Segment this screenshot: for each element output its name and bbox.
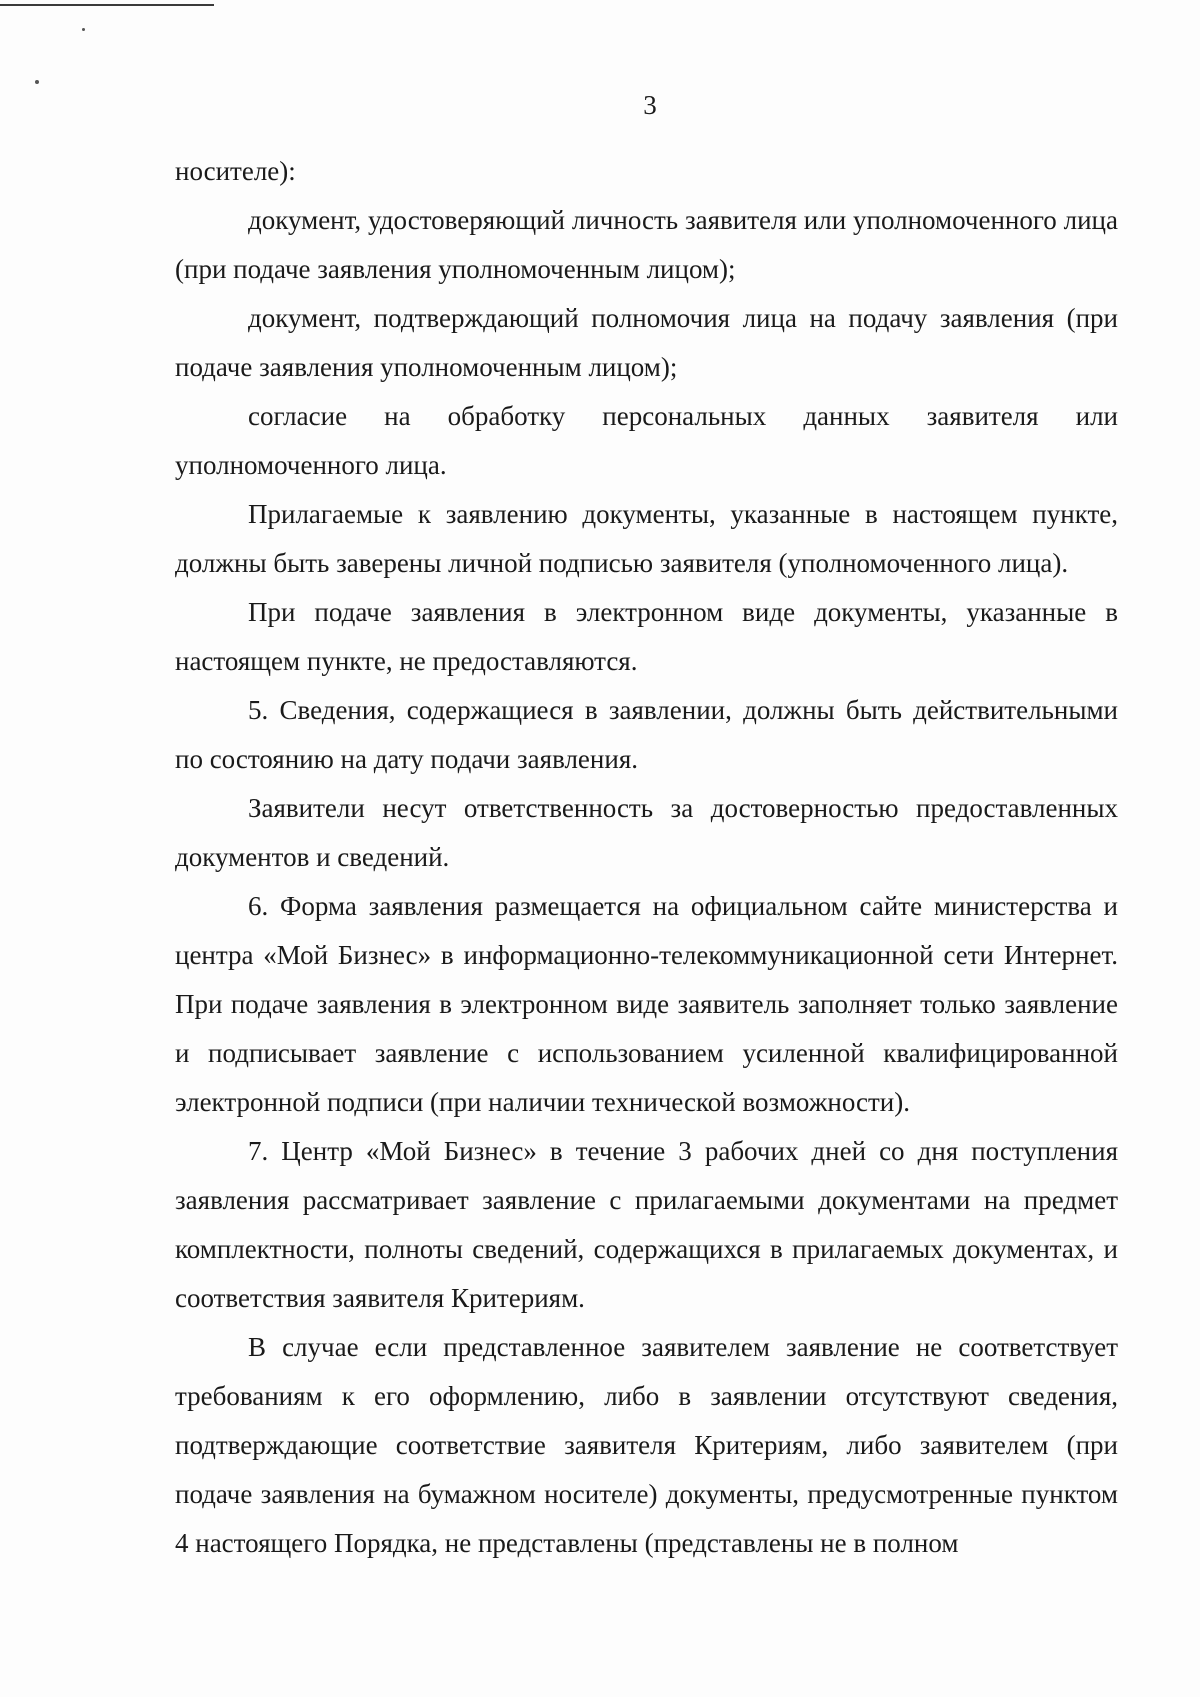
paragraph: согласие на обработку персональных данных заявителя или уполномоченного лица. [175,401,1118,480]
paragraph: Заявители несут ответственность за достоверностью предоставленных документов и сведений. [175,793,1118,872]
paragraph: 6. Форма заявления размещается на официальном сайте министерства и центра «Мой Бизнес» в информационно-телекоммуникационной сети Интернет. При подаче заявления в электронном виде заявитель заполняет только заявление и подписывает заявление с использованием усиленной квалифицированной электронной подписи (при наличии технической возможности). [175,891,1118,1117]
paragraph: В случае если представленное заявителем заявление не соответствует требованиям к его оформлению, либо в заявлении отсутствуют сведения, подтверждающие соответствие заявителя Критериям, либо заявителем (при подаче заявления на бумажном носителе) документы, предусмотренные пунктом 4 настоящего Порядка, не представлены (представлены не в полном [175,1332,1118,1558]
paragraph: 7. Центр «Мой Бизнес» в течение 3 рабочих дней со дня поступления заявления рассматривает заявление с прилагаемыми документами на предмет комплектности, полноты сведений, содержащихся в прилагаемых документах, и соответствия заявителя Критериям. [175,1136,1118,1313]
paragraph: 5. Сведения, содержащиеся в заявлении, должны быть действительными по состоянию на дату подачи заявления. [175,695,1118,774]
paragraph: носителе): [175,156,296,186]
paragraph: документ, подтверждающий полномочия лица на подачу заявления (при подаче заявления уполномоченным лицом); [175,303,1118,382]
paragraph: документ, удостоверяющий личность заявителя или уполномоченного лица (при подаче заявления уполномоченным лицом); [175,205,1118,284]
paragraph: Прилагаемые к заявлению документы, указанные в настоящем пункте, должны быть заверены личной подписью заявителя (уполномоченного лица). [175,499,1118,578]
document-body [175,147,1118,1568]
scan-speck [35,80,39,84]
scan-speck [82,28,85,31]
paragraph: При подаче заявления в электронном виде документы, указанные в настоящем пункте, не предоставляются. [175,597,1118,676]
page-number: 3 [643,90,657,120]
top-border-line [0,4,214,6]
